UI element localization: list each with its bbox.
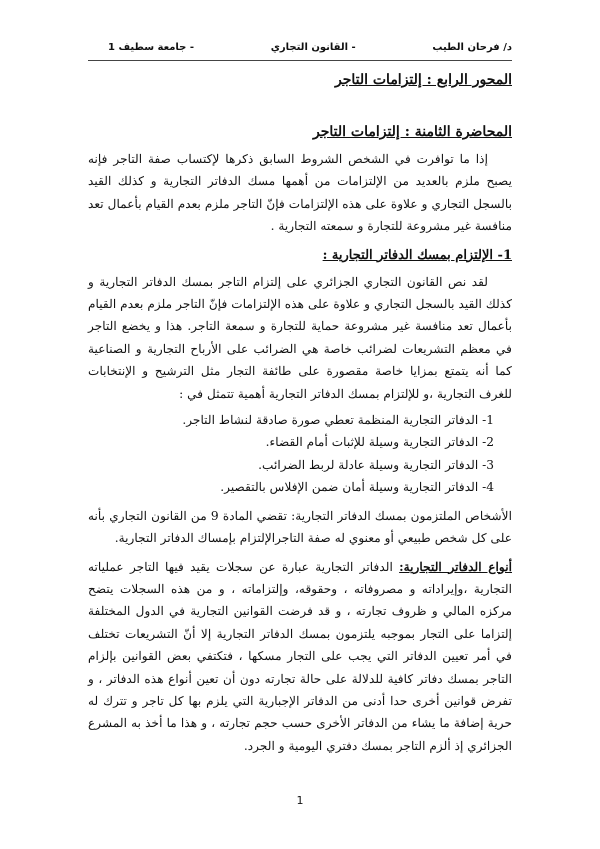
section-1-paragraph: لقد نص القانون التجاري الجزائري على إلتزام التاجر بمسك الدفاتر التجارية و كذلك القيد بالسجل التجاري و علاوة على هذه الإلتزامات فإنّ التاجر ملزم بعدم القيام بأعمال تعد منافسة غير مشروعة حماية للتجارة و سمعة التاجر. هذا و يخضع التاجر في معظم التشريعات لضرائب خاصة هي الضرائب على الأرباح التجارية و الصناعية كما أنه يتمتع بمزايا خاصة مقصورة على طائفة التجار مثل الترشيح و الإنتخابات للغرف التجارية ،و للإلتزام بمسك الدفاتر التجارية أهمية تتمثل في : (88, 274, 512, 401)
header-divider (88, 60, 512, 61)
header-university: - جامعة سطيف 1 (108, 41, 195, 53)
list-item: 1- الدفاتر التجارية المنظمة تعطي صورة صادقة لنشاط التاجر. (182, 413, 494, 428)
types-paragraph (88, 556, 512, 758)
page-content (88, 68, 512, 757)
list-item: 4- الدفاتر التجارية وسيلة أمان ضمن الإفلاس بالتقصير. (220, 480, 494, 495)
types-text: الدفاتر التجارية عبارة عن سجلات يقيد فيها التاجر عملياته التجارية ،وإيراداته و مصروفاته ، وحقوقه، وإلتزاماته ، و من هذه السجلات يتضح مركزه المالي و ظروف تجارته ، و قد فرضت القوانين التجارية في الدول المختلفة إلتزاما على التجار بموجبه يلتزمون بمسك الدفاتر التجارية إلا أنّ التشريعات تختلف في أمر تعيين الدفاتر التي يجب على التجار مسكها ، فتكتفي بعض القوانين بإلزام التاجر بمسك دفاتر كافية للدلالة على حالة تجارته دون أن تعين أنواع هذه الدفاتر ، و تفرض قوانين أخرى حدا أدنى من الدفاتر الإجبارية التي يلزم بها كل تاجر و تترك له حرية إضافة ما يشاء من الدفاتر الأخرى حسب حجم تجارته ، و هذا ما أخذ به المشرع الجزائري إذ ألزم التاجر بمسك دفتري اليومية و الجرد. (88, 559, 512, 753)
intro-paragraph: إذا ما توافرت في الشخص الشروط السابق ذكرها لإكتساب صفة التاجر فإنه يصبح ملزم بالعديد من الإلتزامات من أهمها مسك الدفاتر التجارية و كذلك القيد بالسجل التجاري و علاوة على هذه الإلتزامات فإنّ التاجر ملزم بعدم القيام بأعمال تعد منافسة غير مشروعة للتجارة و سمعته التجارية . (88, 152, 512, 234)
list-item: 3- الدفاتر التجارية وسيلة عادلة لربط الضرائب. (258, 457, 494, 472)
section-1-title: 1- الإلتزام بمسك الدفاتر التجارية : (322, 247, 512, 263)
persons-paragraph: الأشخاص الملتزمون بمسك الدفاتر التجارية: تقضي المادة 9 من القانون التجاري بأنه على كل شخص طبيعي أو معنوي له صفة التاجرالإلتزام بإمساك الدفاتر التجارية. (88, 508, 513, 546)
axis-title: المحور الرابع : إلتزامات التاجر (334, 72, 512, 88)
lecture-title: المحاضرة الثامنة : إلتزامات التاجر (312, 124, 512, 140)
types-label: أنواع الدفاتر التجارية: (399, 559, 512, 574)
header-author: د/ فرحان الطيب (432, 41, 512, 53)
page-header (108, 38, 512, 56)
list-item: 2- الدفاتر التجارية وسيلة للإثبات أمام القضاء. (265, 435, 494, 450)
page-number: 1 (296, 794, 304, 807)
importance-list (88, 409, 512, 499)
header-subject: - القانون التجاري (270, 41, 356, 53)
